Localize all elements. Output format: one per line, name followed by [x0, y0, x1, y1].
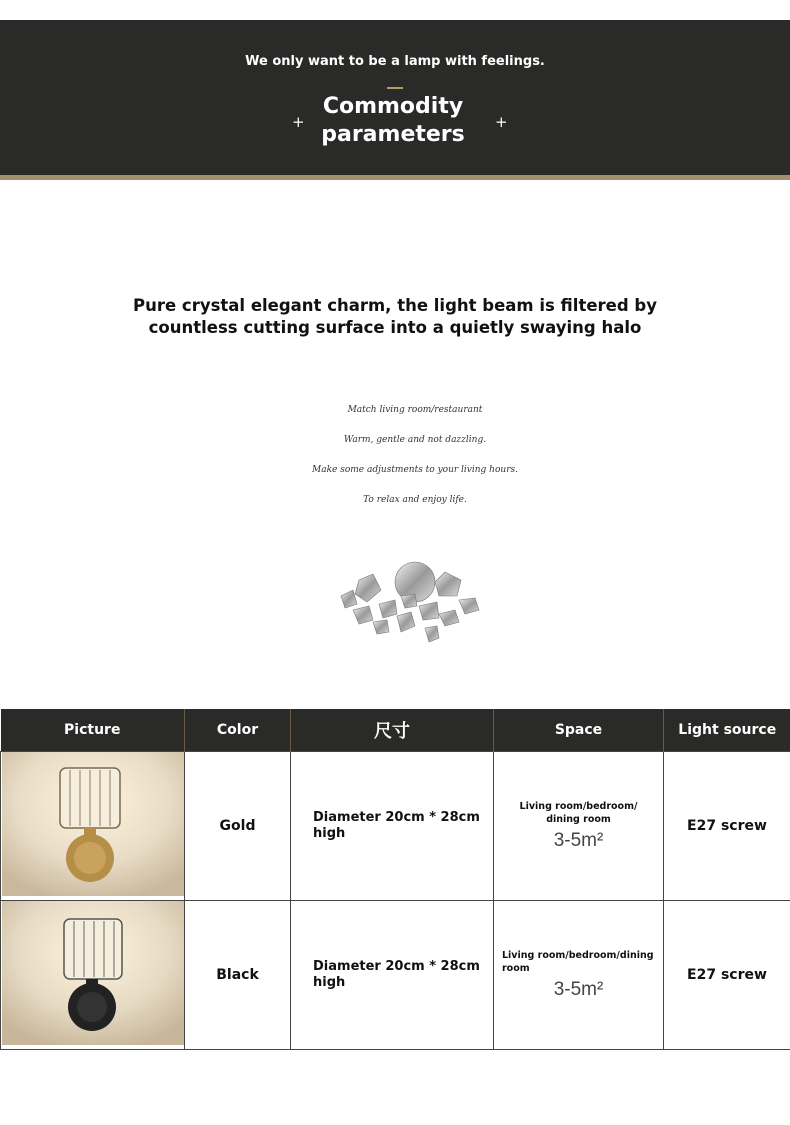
size-cell: Diameter 20cm * 28cm high — [291, 752, 494, 901]
black-lamp-image — [1, 901, 185, 1050]
gold-lamp-image — [1, 752, 185, 901]
light-source-cell: E27 screw — [664, 901, 790, 1050]
plus-icon-right: + — [495, 113, 508, 131]
space-area: 3-5m² — [553, 979, 604, 1000]
gold-underline — [0, 175, 790, 180]
size-cell: Diameter 20cm * 28cm high — [291, 901, 494, 1050]
space-cell — [494, 901, 664, 1050]
light-source-cell: E27 screw — [664, 752, 790, 901]
space-cell — [494, 752, 664, 901]
crystal-gems-image — [335, 556, 485, 648]
space-area: 3-5m² — [553, 830, 604, 851]
phrase-list — [245, 404, 585, 524]
tagline: We only want to be a lamp with feelings. — [245, 54, 545, 69]
plus-icon-left: + — [292, 113, 305, 131]
phrase-item: Make some adjustments to your living hours. — [312, 465, 518, 475]
section-title: Commodity parameters — [321, 94, 465, 147]
header-size: 尺寸 — [291, 709, 494, 752]
parameters-table — [0, 709, 790, 1045]
product-headline: Pure crystal elegant charm, the light beam is filtered by countless cutting surface into a quietly swaying halo — [133, 296, 657, 337]
header-picture: Picture — [1, 709, 185, 752]
space-name: Living room/bedroom/dining room — [502, 950, 654, 974]
table-header-row — [1, 709, 790, 752]
gold-dash-divider — [387, 87, 403, 89]
table-row — [1, 752, 790, 901]
header-banner — [0, 20, 790, 175]
header-space: Space — [494, 709, 664, 752]
color-cell: Black — [185, 901, 291, 1050]
phrase-item: To relax and enjoy life. — [363, 495, 467, 505]
space-name: Living room/bedroom/ dining room — [519, 801, 638, 825]
header-light-source: Light source — [664, 709, 790, 752]
header-color: Color — [185, 709, 291, 752]
phrase-item: Warm, gentle and not dazzling. — [343, 435, 487, 445]
table-row — [1, 901, 790, 1050]
phrase-item: Match living room/restaurant — [347, 405, 483, 415]
color-cell: Gold — [185, 752, 291, 901]
